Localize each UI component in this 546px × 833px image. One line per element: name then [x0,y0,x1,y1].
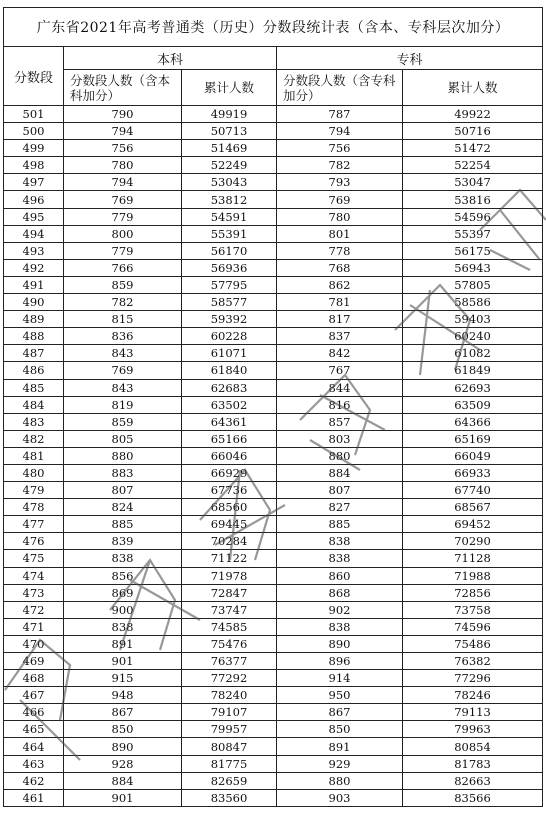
table-row [4,294,543,311]
score-cell: 499 [4,140,64,157]
zhuanke-cumulative-cell: 52254 [403,157,543,174]
benke-count-cell: 884 [64,772,182,789]
benke-count-cell: 766 [64,259,182,276]
zhuanke-count-cell: 880 [277,772,403,789]
table-row [4,208,543,225]
zhuanke-cumulative-cell: 68567 [403,499,543,516]
zhuanke-cumulative-cell: 83566 [403,789,543,806]
benke-count-cell: 915 [64,670,182,687]
table-row [4,413,543,430]
benke-count-cell: 900 [64,601,182,618]
zhuanke-count-cell: 867 [277,704,403,721]
table-row [4,721,543,738]
benke-count-cell: 769 [64,362,182,379]
benke-count-cell: 901 [64,653,182,670]
benke-cumulative-cell: 79107 [182,704,277,721]
benke-count-header: 分数段人数（含本科加分） [64,70,182,106]
benke-count-cell: 891 [64,635,182,652]
zhuanke-cumulative-cell: 82663 [403,772,543,789]
zhuanke-cumulative-cell: 57805 [403,276,543,293]
benke-count-cell: 856 [64,567,182,584]
benke-count-cell: 819 [64,396,182,413]
zhuanke-cumulative-cell: 51472 [403,140,543,157]
score-cell: 495 [4,208,64,225]
table-row [4,447,543,464]
score-cell: 498 [4,157,64,174]
score-cell: 496 [4,191,64,208]
benke-count-cell: 790 [64,106,182,123]
score-cell: 479 [4,482,64,499]
score-table [3,7,543,807]
score-cell: 480 [4,464,64,481]
zhuanke-cumulative-cell: 64366 [403,413,543,430]
score-cell: 473 [4,584,64,601]
zhuanke-cumulative-cell: 56175 [403,242,543,259]
zhuanke-cumulative-cell: 49922 [403,106,543,123]
zhuanke-cumulative-cell: 61082 [403,345,543,362]
benke-count-cell: 843 [64,379,182,396]
benke-cumulative-cell: 60228 [182,328,277,345]
benke-count-cell: 885 [64,516,182,533]
benke-count-cell: 948 [64,687,182,704]
zhuanke-count-cell: 914 [277,670,403,687]
score-cell: 492 [4,259,64,276]
table-row [4,635,543,652]
table-row [4,191,543,208]
score-cell: 483 [4,413,64,430]
zhuanke-count-cell: 891 [277,738,403,755]
table-row [4,482,543,499]
score-cell: 494 [4,225,64,242]
benke-cumulative-cell: 53043 [182,174,277,191]
zhuanke-cumulative-cell: 50716 [403,123,543,140]
table-row [4,242,543,259]
table-row [4,618,543,635]
score-cell: 486 [4,362,64,379]
benke-count-cell: 838 [64,618,182,635]
benke-cumulative-cell: 76377 [182,653,277,670]
benke-count-cell: 880 [64,447,182,464]
zhuanke-cumulative-cell: 72856 [403,584,543,601]
table-row [4,328,543,345]
zhuanke-count-cell: 756 [277,140,403,157]
benke-cumulative-cell: 73747 [182,601,277,618]
zhuanke-cumulative-cell: 74596 [403,618,543,635]
zhuanke-cumulative-cell: 78246 [403,687,543,704]
table-row [4,772,543,789]
score-cell: 491 [4,276,64,293]
zhuanke-count-cell: 842 [277,345,403,362]
benke-cumulative-cell: 50713 [182,123,277,140]
table-row [4,157,543,174]
zhuanke-cumulative-cell: 66933 [403,464,543,481]
zhuanke-cumulative-cell: 71988 [403,567,543,584]
zhuanke-cumulative-cell: 66049 [403,447,543,464]
benke-count-cell: 890 [64,738,182,755]
zhuanke-count-cell: 885 [277,516,403,533]
zhuanke-count-cell: 950 [277,687,403,704]
benke-cumulative-cell: 71978 [182,567,277,584]
zhuanke-count-cell: 838 [277,550,403,567]
score-cell: 461 [4,789,64,806]
score-cell: 490 [4,294,64,311]
benke-count-cell: 824 [64,499,182,516]
zhuanke-cumulative-cell: 67740 [403,482,543,499]
benke-cumulative-cell: 61071 [182,345,277,362]
zhuanke-cumulative-cell: 75486 [403,635,543,652]
benke-cumulative-cell: 56936 [182,259,277,276]
benke-count-cell: 800 [64,225,182,242]
benke-cumulative-cell: 78240 [182,687,277,704]
benke-count-cell: 794 [64,174,182,191]
table-row [4,704,543,721]
benke-cumulative-cell: 69445 [182,516,277,533]
table-row [4,311,543,328]
zhuanke-count-cell: 838 [277,533,403,550]
benke-count-cell: 850 [64,721,182,738]
benke-cumulative-cell: 66046 [182,447,277,464]
table-row [4,140,543,157]
table-row [4,174,543,191]
zhuanke-count-cell: 767 [277,362,403,379]
zhuanke-cumulative-cell: 79963 [403,721,543,738]
benke-cumulative-cell: 77292 [182,670,277,687]
table-row [4,345,543,362]
zhuanke-cumulative-cell: 60240 [403,328,543,345]
zhuanke-cumulative-header: 累计人数 [403,70,543,106]
benke-count-cell: 901 [64,789,182,806]
benke-count-cell: 782 [64,294,182,311]
benke-cumulative-cell: 53812 [182,191,277,208]
table-row [4,499,543,516]
zhuanke-count-cell: 769 [277,191,403,208]
benke-cumulative-cell: 59392 [182,311,277,328]
benke-count-cell: 815 [64,311,182,328]
table-row [4,789,543,806]
zhuanke-cumulative-cell: 55397 [403,225,543,242]
benke-count-cell: 779 [64,242,182,259]
table-row [4,379,543,396]
zhuanke-count-cell: 884 [277,464,403,481]
zhuanke-count-cell: 860 [277,567,403,584]
zhuanke-count-cell: 793 [277,174,403,191]
benke-count-cell: 756 [64,140,182,157]
zhuanke-cumulative-cell: 73758 [403,601,543,618]
zhuanke-cumulative-cell: 65169 [403,430,543,447]
benke-cumulative-cell: 62683 [182,379,277,396]
zhuanke-count-cell: 838 [277,618,403,635]
table-row [4,670,543,687]
benke-cumulative-cell: 55391 [182,225,277,242]
benke-cumulative-cell: 51469 [182,140,277,157]
zhuanke-count-cell: 782 [277,157,403,174]
zhuanke-cumulative-cell: 79113 [403,704,543,721]
benke-count-cell: 780 [64,157,182,174]
zhuanke-count-cell: 787 [277,106,403,123]
zhuanke-count-cell: 807 [277,482,403,499]
zhuanke-cumulative-cell: 81783 [403,755,543,772]
benke-count-cell: 859 [64,276,182,293]
score-cell: 463 [4,755,64,772]
table-row [4,259,543,276]
benke-cumulative-cell: 54591 [182,208,277,225]
zhuanke-count-cell: 837 [277,328,403,345]
score-cell: 476 [4,533,64,550]
score-column-header: 分数段 [4,47,64,106]
score-cell: 500 [4,123,64,140]
zhuanke-count-cell: 780 [277,208,403,225]
score-cell: 487 [4,345,64,362]
zhuanke-count-cell: 880 [277,447,403,464]
benke-cumulative-cell: 63502 [182,396,277,413]
score-cell: 484 [4,396,64,413]
zhuanke-count-cell: 827 [277,499,403,516]
zhuanke-cumulative-cell: 80854 [403,738,543,755]
benke-count-cell: 843 [64,345,182,362]
benke-cumulative-cell: 72847 [182,584,277,601]
table-row [4,550,543,567]
zhuanke-count-cell: 890 [277,635,403,652]
benke-cumulative-cell: 61840 [182,362,277,379]
benke-cumulative-cell: 68560 [182,499,277,516]
score-cell: 488 [4,328,64,345]
benke-count-cell: 867 [64,704,182,721]
table-row [4,106,543,123]
table-row [4,601,543,618]
zhuanke-cumulative-cell: 70290 [403,533,543,550]
score-cell: 469 [4,653,64,670]
zhuanke-cumulative-cell: 77296 [403,670,543,687]
score-cell: 475 [4,550,64,567]
score-cell: 471 [4,618,64,635]
benke-cumulative-cell: 66929 [182,464,277,481]
benke-cumulative-cell: 83560 [182,789,277,806]
benke-cumulative-cell: 56170 [182,242,277,259]
zhuanke-cumulative-cell: 76382 [403,653,543,670]
zhuanke-group-header: 专科 [277,47,543,70]
benke-cumulative-cell: 49919 [182,106,277,123]
table-body [4,106,543,807]
score-cell: 489 [4,311,64,328]
table-row [4,687,543,704]
benke-cumulative-cell: 67736 [182,482,277,499]
zhuanke-count-cell: 801 [277,225,403,242]
table-row [4,567,543,584]
score-cell: 465 [4,721,64,738]
benke-count-cell: 779 [64,208,182,225]
benke-cumulative-cell: 79957 [182,721,277,738]
benke-count-cell: 769 [64,191,182,208]
score-distribution-sheet [3,7,542,807]
benke-count-cell: 794 [64,123,182,140]
benke-count-cell: 836 [64,328,182,345]
zhuanke-count-cell: 929 [277,755,403,772]
benke-count-cell: 838 [64,550,182,567]
table-row [4,430,543,447]
table-row [4,362,543,379]
score-cell: 474 [4,567,64,584]
benke-cumulative-cell: 65166 [182,430,277,447]
zhuanke-count-cell: 850 [277,721,403,738]
table-row [4,755,543,772]
zhuanke-count-cell: 816 [277,396,403,413]
score-cell: 482 [4,430,64,447]
table-title: 广东省2021年高考普通类（历史）分数段统计表（含本、专科层次加分） [4,8,543,47]
table-row [4,276,543,293]
table-row [4,533,543,550]
score-cell: 477 [4,516,64,533]
zhuanke-cumulative-cell: 54596 [403,208,543,225]
table-row [4,738,543,755]
zhuanke-count-cell: 902 [277,601,403,618]
table-row [4,584,543,601]
benke-cumulative-cell: 57795 [182,276,277,293]
score-cell: 472 [4,601,64,618]
table-row [4,123,543,140]
score-cell: 464 [4,738,64,755]
zhuanke-count-cell: 903 [277,789,403,806]
benke-cumulative-cell: 81775 [182,755,277,772]
score-cell: 470 [4,635,64,652]
score-cell: 467 [4,687,64,704]
benke-count-cell: 928 [64,755,182,772]
zhuanke-cumulative-cell: 58586 [403,294,543,311]
benke-cumulative-cell: 52249 [182,157,277,174]
zhuanke-count-cell: 896 [277,653,403,670]
benke-count-cell: 805 [64,430,182,447]
zhuanke-count-cell: 868 [277,584,403,601]
benke-cumulative-cell: 80847 [182,738,277,755]
score-cell: 497 [4,174,64,191]
score-cell: 485 [4,379,64,396]
table-row [4,464,543,481]
benke-cumulative-cell: 75476 [182,635,277,652]
zhuanke-cumulative-cell: 56943 [403,259,543,276]
table-row [4,653,543,670]
score-cell: 478 [4,499,64,516]
zhuanke-cumulative-cell: 71128 [403,550,543,567]
zhuanke-count-cell: 844 [277,379,403,396]
benke-cumulative-cell: 71122 [182,550,277,567]
score-cell: 466 [4,704,64,721]
zhuanke-count-cell: 817 [277,311,403,328]
zhuanke-count-cell: 768 [277,259,403,276]
score-cell: 501 [4,106,64,123]
benke-count-cell: 807 [64,482,182,499]
zhuanke-count-cell: 803 [277,430,403,447]
table-row [4,225,543,242]
benke-count-cell: 869 [64,584,182,601]
benke-group-header: 本科 [64,47,277,70]
score-cell: 468 [4,670,64,687]
zhuanke-cumulative-cell: 53047 [403,174,543,191]
score-cell: 462 [4,772,64,789]
table-row [4,396,543,413]
zhuanke-count-cell: 794 [277,123,403,140]
benke-count-cell: 859 [64,413,182,430]
benke-cumulative-cell: 74585 [182,618,277,635]
zhuanke-cumulative-cell: 61849 [403,362,543,379]
score-cell: 493 [4,242,64,259]
benke-cumulative-header: 累计人数 [182,70,277,106]
zhuanke-cumulative-cell: 62693 [403,379,543,396]
zhuanke-cumulative-cell: 63509 [403,396,543,413]
zhuanke-count-cell: 781 [277,294,403,311]
benke-cumulative-cell: 70284 [182,533,277,550]
zhuanke-cumulative-cell: 59403 [403,311,543,328]
benke-cumulative-cell: 58577 [182,294,277,311]
zhuanke-count-cell: 862 [277,276,403,293]
benke-count-cell: 839 [64,533,182,550]
benke-cumulative-cell: 82659 [182,772,277,789]
table-row [4,516,543,533]
zhuanke-count-header: 分数段人数（含专科加分） [277,70,403,106]
zhuanke-count-cell: 778 [277,242,403,259]
zhuanke-cumulative-cell: 53816 [403,191,543,208]
zhuanke-count-cell: 857 [277,413,403,430]
zhuanke-cumulative-cell: 69452 [403,516,543,533]
benke-count-cell: 883 [64,464,182,481]
score-cell: 481 [4,447,64,464]
benke-cumulative-cell: 64361 [182,413,277,430]
